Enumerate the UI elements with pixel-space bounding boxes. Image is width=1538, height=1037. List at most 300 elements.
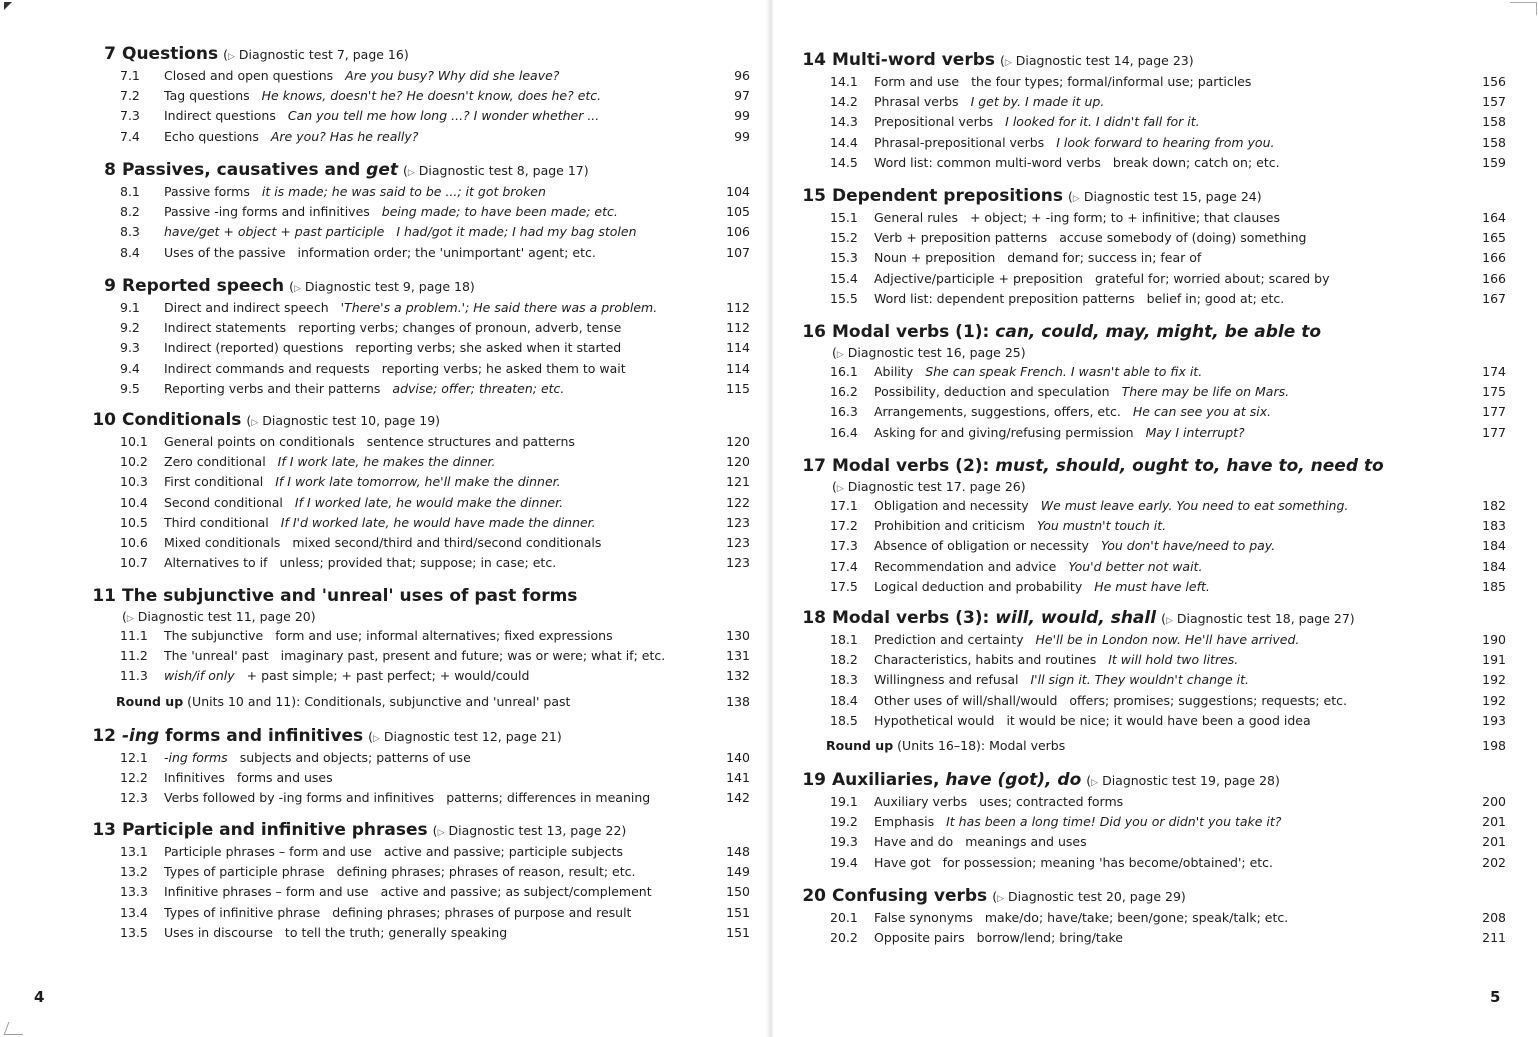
entry-examples: grateful for; worried about; scared by: [1094, 270, 1330, 286]
round-up-text: (Units 10 and 11): Conditionals, subjunctive and 'unreal' past: [187, 693, 571, 709]
toc-entry[interactable]: [794, 670, 1506, 690]
toc-entry[interactable]: [84, 243, 750, 263]
entry-page-number: 123: [726, 555, 750, 571]
unit-title-emphasis: can, could, may, might, be able to: [995, 322, 1321, 342]
entry-page-number: 166: [1482, 250, 1506, 266]
entry-examples: He must have left.: [1094, 578, 1210, 594]
entry-examples: meanings and uses: [965, 834, 1087, 850]
toc-entry[interactable]: [84, 553, 750, 573]
entry-number: 20.2: [830, 930, 858, 946]
toc-entry[interactable]: [794, 153, 1506, 173]
entry-examples: borrow/lend; bring/take: [976, 930, 1123, 946]
entry-title: Third conditional: [164, 514, 269, 530]
diagnostic-test-reference: (▷ Diagnostic test 7, page 16): [223, 47, 409, 62]
toc-unit: [794, 608, 1506, 757]
entry-number: 15.2: [830, 230, 858, 246]
toc-entry[interactable]: [84, 182, 750, 202]
unit-title: [122, 820, 428, 840]
entry-examples: for possession; meaning 'has become/obtained'; etc.: [942, 854, 1274, 870]
toc-entry[interactable]: [794, 248, 1506, 268]
entry-title: The 'unreal' past: [164, 648, 269, 664]
toc-entry[interactable]: [84, 86, 750, 106]
unit-title-emphasis: -ing: [122, 726, 160, 746]
toc-entry[interactable]: [84, 862, 750, 882]
diagnostic-test-reference: (▷ Diagnostic test 15, page 24): [1068, 189, 1262, 204]
reference-text: Diagnostic test 13, page 22): [448, 823, 627, 838]
unit-heading: [794, 886, 1506, 908]
entry-examples: If I worked late, he would make the dinner.: [294, 494, 564, 510]
entry-title: Types of infinitive phrase: [164, 904, 321, 920]
diagnostic-test-reference: (▷ Diagnostic test 20, page 29): [992, 889, 1186, 904]
entry-examples: sentence structures and patterns: [366, 434, 575, 449]
unit-title-emphasis: must, should, ought to, have to, need to: [995, 456, 1384, 476]
toc-entry[interactable]: [84, 533, 750, 553]
entry-title: Possibility, deduction and speculation: [874, 384, 1110, 400]
entry-examples: it would be nice; it would have been a good idea: [1006, 712, 1311, 728]
unit-heading: [84, 726, 750, 748]
unit-number: 17: [802, 456, 826, 476]
toc-entry[interactable]: [794, 382, 1506, 402]
round-up-entry[interactable]: [84, 691, 750, 713]
toc-entry[interactable]: [84, 318, 750, 338]
entry-page-number: 115: [726, 380, 750, 396]
entry-number: 19.1: [830, 794, 858, 809]
entry-number: 15.5: [830, 290, 858, 306]
unit-title-emphasis: will, would, shall: [995, 608, 1157, 628]
pointer-triangle-icon: ▷: [997, 894, 1004, 904]
entry-title: Recommendation and advice: [874, 558, 1057, 574]
unit-number: 16: [802, 322, 826, 342]
entry-examples: Are you busy? Why did she leave?: [345, 68, 560, 83]
entry-number: 11.2: [120, 648, 148, 664]
entry-page-number: 183: [1482, 518, 1506, 534]
unit-heading: [794, 50, 1506, 72]
toc-entry[interactable]: [794, 630, 1506, 650]
entry-number: 13.1: [120, 844, 148, 859]
entry-examples: He can see you at six.: [1132, 404, 1272, 420]
entry-page-number: 158: [1482, 114, 1506, 130]
unit-title: [832, 456, 1384, 476]
entry-page-number: 141: [726, 770, 750, 786]
reference-text: Diagnostic test 9, page 18): [304, 279, 475, 294]
entry-title: have/get + object + past participle: [164, 224, 385, 240]
toc-unit: [794, 886, 1506, 948]
entry-title: General points on conditionals: [164, 434, 355, 449]
entry-page-number: 201: [1482, 814, 1506, 830]
unit-title: [832, 608, 1156, 628]
toc-entry[interactable]: [794, 908, 1506, 928]
diagnostic-test-reference: (▷ Diagnostic test 10, page 19): [246, 413, 441, 428]
entry-page-number: 190: [1482, 632, 1506, 647]
unit-number: 7: [104, 44, 116, 64]
entry-page-number: 120: [726, 454, 750, 470]
toc-entry[interactable]: [84, 298, 750, 318]
unit-title: [122, 276, 284, 296]
reference-text: Diagnostic test 14, page 23): [1015, 53, 1194, 68]
entry-page-number: 106: [726, 224, 750, 240]
entry-examples: May I interrupt?: [1145, 424, 1245, 440]
entry-number: 15.3: [830, 250, 858, 266]
diagnostic-test-reference: (▷ Diagnostic test 9, page 18): [289, 279, 475, 294]
toc-entry[interactable]: [794, 832, 1506, 852]
entry-page-number: 200: [1482, 794, 1506, 809]
entry-examples: He'll be in London now. He'll have arrived.: [1035, 632, 1300, 647]
toc-entry[interactable]: [794, 792, 1506, 812]
unit-heading: [84, 586, 750, 608]
unit-title-emphasis: have (got), do: [945, 770, 1082, 790]
round-up-label: Round up: [116, 693, 184, 709]
entry-examples: She can speak French. I wasn't able to fix it.: [925, 364, 1203, 379]
entry-title: Indirect statements: [164, 320, 287, 336]
entry-number: 18.3: [830, 672, 858, 688]
entry-title: Closed and open questions: [164, 68, 334, 83]
diagnostic-test-reference: (▷ Diagnostic test 13, page 22): [432, 823, 627, 838]
entry-examples: He knows, doesn't he? He doesn't know, does he? etc.: [261, 88, 602, 104]
toc-entry[interactable]: [84, 127, 750, 147]
entry-page-number: 208: [1482, 910, 1506, 925]
entry-examples: advise; offer; threaten; etc.: [392, 380, 565, 396]
entry-examples: unless; provided that; suppose; in case; etc.: [279, 555, 557, 571]
entry-title: Word list: common multi-word verbs: [874, 154, 1101, 170]
toc-entry[interactable]: [794, 812, 1506, 832]
toc-entry[interactable]: [84, 222, 750, 242]
toc-entry[interactable]: [84, 513, 750, 533]
toc-unit: [84, 44, 750, 147]
toc-entry[interactable]: [794, 92, 1506, 112]
reference-line: [84, 608, 750, 626]
entry-page-number: 177: [1482, 424, 1506, 440]
toc-entry[interactable]: [84, 379, 750, 399]
unit-title: [122, 160, 398, 180]
toc-entry[interactable]: [794, 402, 1506, 422]
entry-examples: being made; to have been made; etc.: [381, 204, 618, 220]
entry-examples: demand for; success in; fear of: [1007, 250, 1202, 266]
entry-title: Indirect (reported) questions: [164, 340, 344, 356]
unit-heading: [794, 770, 1506, 792]
pointer-triangle-icon: ▷: [1091, 778, 1099, 788]
entry-number: 7.1: [120, 68, 140, 83]
entry-examples: defining phrases; phrases of reason, result; etc.: [336, 864, 636, 880]
entry-page-number: 177: [1482, 404, 1506, 420]
entry-page-number: 123: [726, 514, 750, 530]
toc-entry[interactable]: [84, 472, 750, 492]
toc-entry[interactable]: [84, 923, 750, 943]
entry-page-number: 114: [726, 360, 750, 376]
toc-unit: [794, 456, 1506, 597]
entry-page-number: 158: [1482, 134, 1506, 150]
toc-entry[interactable]: [84, 493, 750, 513]
toc-entry[interactable]: [84, 646, 750, 666]
toc-entry[interactable]: [84, 432, 750, 452]
entry-number: 17.5: [830, 578, 858, 594]
entry-page-number: 192: [1482, 672, 1506, 688]
entry-page-number: 175: [1482, 384, 1506, 400]
entry-title: Hypothetical would: [874, 712, 995, 728]
entry-number: 9.1: [120, 300, 140, 315]
unit-number: 20: [802, 886, 826, 906]
entry-number: 17.1: [830, 498, 858, 513]
entry-number: 10.2: [120, 454, 148, 470]
toc-entry[interactable]: [794, 557, 1506, 577]
reference-text: Diagnostic test 17. page 26): [847, 479, 1026, 494]
unit-heading: [84, 410, 750, 432]
entry-examples: subjects and objects; patterns of use: [239, 750, 471, 765]
entry-examples: You'd better not wait.: [1068, 558, 1203, 574]
toc-entry[interactable]: [84, 903, 750, 923]
entry-number: 14.5: [830, 154, 858, 170]
unit-number: 19: [802, 770, 826, 790]
unit-title-text: Questions: [122, 44, 219, 64]
unit-title-text: Modal verbs (1):: [832, 322, 990, 342]
pointer-triangle-icon: ▷: [437, 828, 445, 838]
toc-entry[interactable]: [84, 626, 750, 646]
entry-page-number: 104: [726, 184, 750, 199]
entry-page-number: 120: [726, 434, 750, 449]
entry-number: 17.2: [830, 518, 858, 534]
entry-title: Reporting verbs and their patterns: [164, 380, 381, 396]
entry-page-number: 167: [1482, 290, 1506, 306]
entry-examples: Are you? Has he really?: [270, 128, 419, 144]
entry-title: Arrangements, suggestions, offers, etc.: [874, 404, 1121, 420]
unit-number: 12: [92, 726, 116, 746]
toc-entry[interactable]: [84, 106, 750, 126]
entry-title: Echo questions: [164, 128, 259, 144]
entry-examples: to tell the truth; generally speaking: [284, 924, 508, 940]
unit-number: 13: [92, 820, 116, 840]
entry-page-number: 150: [726, 884, 750, 900]
entry-number: 9.4: [120, 360, 140, 376]
entry-examples: active and passive; as subject/complement: [380, 884, 652, 900]
unit-title: [832, 186, 1063, 206]
entry-examples: You mustn't touch it.: [1036, 518, 1167, 534]
entry-title: Direct and indirect speech: [164, 300, 329, 315]
entry-page-number: 107: [726, 244, 750, 260]
toc-entry[interactable]: [794, 362, 1506, 382]
reference-text: Diagnostic test 7, page 16): [238, 47, 409, 62]
toc-entry[interactable]: [794, 133, 1506, 153]
entry-page-number: 99: [734, 108, 750, 124]
entry-examples: forms and uses: [236, 770, 333, 786]
toc-entry[interactable]: [84, 202, 750, 222]
entry-title: General rules: [874, 210, 958, 225]
toc-entry[interactable]: [794, 112, 1506, 132]
toc-entry[interactable]: [794, 228, 1506, 248]
toc-entry[interactable]: [794, 928, 1506, 948]
entry-examples: There may be life on Mars.: [1121, 384, 1290, 400]
entry-number: 10.1: [120, 434, 148, 449]
round-up-text: (Units 16–18): Modal verbs: [897, 737, 1066, 753]
entry-title: Mixed conditionals: [164, 534, 281, 550]
entry-examples: We must leave early. You need to eat something.: [1040, 498, 1349, 513]
toc-entry[interactable]: [84, 748, 750, 768]
entry-title: Indirect questions: [164, 108, 276, 124]
diagnostic-test-reference: (▷ Diagnostic test 14, page 23): [1000, 53, 1194, 68]
entry-page-number: 122: [726, 494, 750, 510]
entry-number: 13.4: [120, 904, 148, 920]
unit-number: 14: [802, 50, 826, 70]
round-up-entry[interactable]: [794, 735, 1506, 757]
unit-heading: [84, 160, 750, 182]
unit-title-text: Modal verbs (3):: [832, 608, 990, 628]
entry-number: 20.1: [830, 910, 858, 925]
entry-page-number: 112: [726, 320, 750, 336]
toc-entry[interactable]: [794, 536, 1506, 556]
round-up-label: Round up: [826, 737, 894, 753]
entry-number: 18.1: [830, 632, 858, 647]
entry-title: Adjective/participle + preposition: [874, 270, 1083, 286]
entry-page-number: 149: [726, 864, 750, 880]
toc-entry[interactable]: [84, 842, 750, 862]
pointer-triangle-icon: ▷: [294, 284, 301, 294]
pointer-triangle-icon: ▷: [836, 484, 844, 494]
toc-entry[interactable]: [84, 66, 750, 86]
entry-number: 7.3: [120, 108, 140, 124]
toc-entry[interactable]: [794, 269, 1506, 289]
unit-title-emphasis: get: [366, 160, 398, 180]
toc-entry[interactable]: [794, 208, 1506, 228]
entry-title: Uses in discourse: [164, 924, 273, 940]
entry-page-number: 182: [1482, 498, 1506, 513]
entry-number: 14.1: [830, 74, 858, 89]
toc-entry[interactable]: [794, 289, 1506, 309]
entry-page-number: 151: [726, 904, 750, 920]
unit-title: [832, 770, 1081, 790]
entry-number: 12.3: [120, 790, 148, 806]
unit-title: [122, 44, 218, 64]
entry-page-number: 174: [1482, 364, 1506, 379]
diagnostic-test-reference: (▷ Diagnostic test 11, page 20): [122, 609, 316, 624]
toc-unit: [794, 322, 1506, 443]
entry-examples: reporting verbs; she asked when it started: [355, 340, 622, 356]
entry-number: 19.3: [830, 834, 858, 850]
toc-entry[interactable]: [84, 666, 750, 686]
toc-entry[interactable]: [794, 691, 1506, 711]
toc-entry[interactable]: [84, 452, 750, 472]
entry-examples: I had/got it made; I had my bag stolen: [396, 224, 637, 240]
entry-examples: make/do; have/take; been/gone; speak/talk; etc.: [984, 910, 1289, 925]
entry-number: 9.2: [120, 320, 140, 336]
unit-title-text: Confusing verbs: [832, 886, 988, 906]
entry-page-number: 151: [726, 924, 750, 940]
entry-title: Second conditional: [164, 494, 283, 510]
unit-title-text: Modal verbs (2):: [832, 456, 990, 476]
entry-examples: I'll sign it. They wouldn't change it.: [1030, 672, 1250, 688]
entry-page-number: 142: [726, 790, 750, 806]
entry-number: 9.5: [120, 380, 140, 396]
entry-number: 12.2: [120, 770, 148, 786]
entry-number: 19.2: [830, 814, 858, 830]
entry-title: Have got: [874, 854, 931, 870]
reference-text: Diagnostic test 10, page 19): [262, 413, 441, 428]
entry-number: 13.5: [120, 924, 148, 940]
entry-page-number: 164: [1482, 210, 1506, 225]
entry-examples: I looked for it. I didn't fall for it.: [1005, 114, 1200, 130]
toc-entry[interactable]: [84, 338, 750, 358]
toc-entry[interactable]: [794, 72, 1506, 92]
entry-page-number: 191: [1482, 652, 1506, 668]
entry-examples: + object; + -ing form; to + infinitive; that clauses: [969, 210, 1281, 225]
entry-page-number: 148: [726, 844, 750, 859]
reference-text: Diagnostic test 15, page 24): [1083, 189, 1262, 204]
unit-title-text: Auxiliaries,: [832, 770, 940, 790]
toc-entry[interactable]: [794, 423, 1506, 443]
toc-entry[interactable]: [794, 577, 1506, 597]
toc-entry[interactable]: [794, 496, 1506, 516]
entry-number: 16.2: [830, 384, 858, 400]
toc-entry[interactable]: [794, 650, 1506, 670]
toc-entry[interactable]: [84, 788, 750, 808]
toc-entry[interactable]: [84, 359, 750, 379]
unit-heading: [84, 276, 750, 298]
entry-page-number: 140: [726, 750, 750, 765]
entry-examples: break down; catch on; etc.: [1112, 154, 1280, 170]
reference-line: [794, 344, 1506, 362]
entry-examples: the four types; formal/informal use; particles: [971, 74, 1252, 89]
entry-number: 15.1: [830, 210, 858, 225]
diagnostic-test-reference: (▷ Diagnostic test 12, page 21): [368, 729, 562, 744]
entry-examples: form and use; informal alternatives; fixed expressions: [275, 628, 613, 643]
toc-entry[interactable]: [84, 882, 750, 902]
entry-title: Prediction and certainty: [874, 632, 1024, 647]
unit-title: [122, 726, 363, 746]
unit-title: [122, 586, 577, 606]
pointer-triangle-icon: ▷: [836, 350, 844, 360]
unit-title-text: Conditionals: [122, 410, 242, 430]
entry-number: 8.3: [120, 224, 140, 240]
entry-page-number: 165: [1482, 230, 1506, 246]
entry-examples: imaginary past, present and future; was or were; what if; etc.: [280, 648, 666, 664]
entry-number: 19.4: [830, 854, 858, 870]
entry-number: 11.3: [120, 668, 148, 684]
entry-title: Prepositional verbs: [874, 114, 994, 130]
entry-examples: accuse somebody of (doing) something: [1059, 230, 1307, 246]
unit-number: 9: [104, 276, 116, 296]
unit-title-text: The subjunctive and 'unreal' uses of past forms: [122, 586, 578, 606]
toc-entry[interactable]: [794, 853, 1506, 873]
unit-number: 10: [92, 410, 116, 430]
diagnostic-test-reference: (▷ Diagnostic test 17. page 26): [832, 479, 1026, 494]
entry-title: Asking for and giving/refusing permission: [874, 424, 1134, 440]
entry-number: 12.1: [120, 750, 148, 765]
entry-title: Uses of the passive: [164, 244, 286, 260]
diagnostic-test-reference: (▷ Diagnostic test 16, page 25): [832, 345, 1026, 360]
entry-title: Passive -ing forms and infinitives: [164, 204, 370, 220]
entry-number: 18.2: [830, 652, 858, 668]
reference-text: Diagnostic test 19, page 28): [1102, 773, 1280, 788]
unit-number: 11: [92, 586, 116, 606]
entry-number: 11.1: [120, 628, 148, 643]
unit-number: 8: [104, 160, 116, 180]
entry-title: Characteristics, habits and routines: [874, 652, 1097, 668]
toc-entry[interactable]: [794, 711, 1506, 731]
entry-title: Form and use: [874, 74, 960, 89]
toc-unit: [84, 586, 750, 713]
entry-examples: If I work late, he makes the dinner.: [277, 454, 496, 470]
entry-title: Emphasis: [874, 814, 935, 830]
toc-unit: [794, 50, 1506, 173]
entry-page-number: 112: [726, 300, 750, 315]
toc-entry[interactable]: [84, 768, 750, 788]
pointer-triangle-icon: ▷: [227, 52, 235, 62]
entry-title: Willingness and refusal: [874, 672, 1019, 688]
entry-page-number: 184: [1482, 538, 1506, 554]
entry-number: 18.5: [830, 712, 858, 728]
entry-page-number: 114: [726, 340, 750, 356]
diagnostic-test-reference: (▷ Diagnostic test 8, page 17): [402, 163, 589, 178]
toc-entry[interactable]: [794, 516, 1506, 536]
entry-title: Indirect commands and requests: [164, 360, 370, 376]
reference-text: Diagnostic test 8, page 17): [418, 163, 589, 178]
